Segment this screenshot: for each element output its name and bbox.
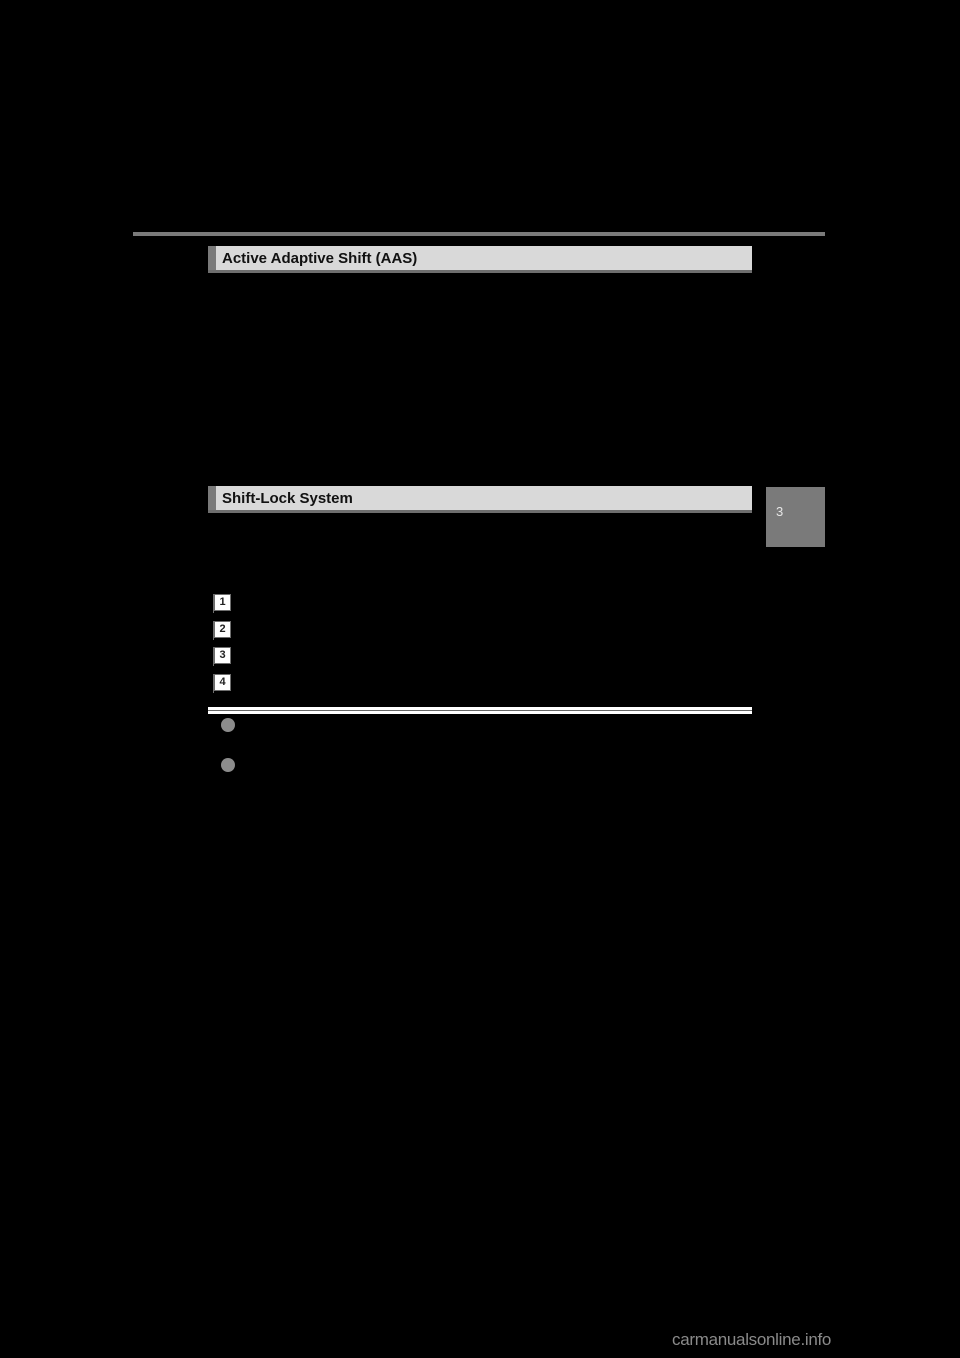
step-marker-2 (213, 621, 233, 640)
step-marker-1 (213, 594, 233, 613)
bullet-icon (221, 758, 235, 772)
step-number: 3 (214, 647, 231, 664)
section-header-shift-lock (208, 486, 752, 513)
step-marker-3 (213, 647, 233, 666)
top-rule (133, 232, 825, 236)
chapter-number: 3 (776, 504, 784, 519)
header-accent-bar (208, 246, 216, 270)
chapter-tab[interactable] (766, 487, 825, 547)
bullet-icon (221, 718, 235, 732)
step-marker-4 (213, 674, 233, 693)
watermark: carmanualsonline.info (672, 1330, 832, 1349)
step-number: 1 (214, 594, 231, 611)
step-number: 2 (214, 621, 231, 638)
section-title: Shift-Lock System (222, 490, 353, 507)
notes-divider (208, 707, 752, 714)
section-title: Active Adaptive Shift (AAS) (222, 250, 418, 267)
step-number: 4 (214, 674, 231, 691)
divider-line (208, 710, 752, 711)
section-header-aas (208, 246, 752, 273)
header-accent-bar (208, 486, 216, 510)
